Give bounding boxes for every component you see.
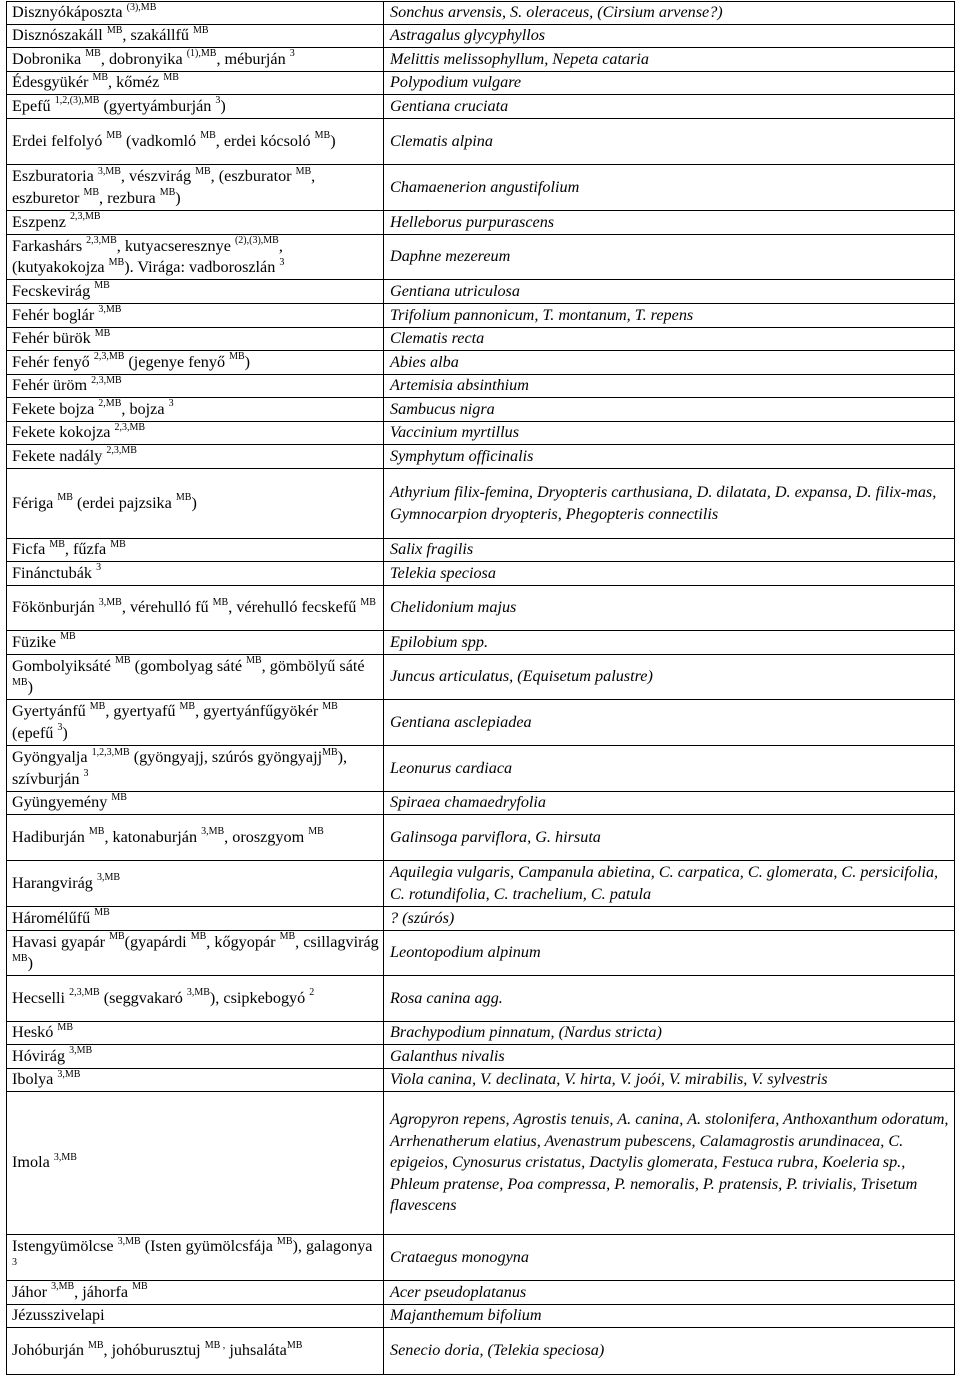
source-marker: MB: [106, 130, 122, 142]
name-text: Disznyókáposzta: [12, 3, 127, 22]
name-text: Istengyümölcse: [12, 1237, 118, 1255]
hungarian-name-cell: [7, 398, 384, 422]
hungarian-name-cell: [7, 631, 384, 655]
name-text: Fehér üröm: [12, 376, 92, 395]
source-marker: 3,MB: [51, 1281, 75, 1293]
scientific-name-cell: Senecio doria, (Telekia speciosa): [384, 1328, 955, 1375]
hungarian-name-cell: [7, 700, 384, 746]
name-text: ), galagonya: [292, 1237, 373, 1255]
source-marker: 3,MB: [117, 1235, 141, 1247]
scientific-name-cell: Trifolium pannonicum, T. montanum, T. repens: [384, 304, 955, 328]
name-text: Eszpenz: [12, 212, 70, 231]
source-marker: 3: [96, 562, 102, 574]
source-marker: MB: [322, 746, 338, 758]
name-text: (jegenye fenyő: [124, 352, 230, 371]
source-marker: 1,2,3,MB: [91, 746, 130, 758]
name-text: , rezbura: [99, 188, 160, 207]
table-row: [7, 1045, 955, 1069]
table-row: [7, 398, 955, 422]
source-marker: MB: [295, 165, 312, 177]
name-text: , méburján: [216, 49, 290, 68]
scientific-name-cell: Athyrium filix-femina, Dryopteris carthusiana, D. dilatata, D. expansa, D. filix-mas, Gymnocarpion dryopteris, Phegopteris connectilis: [384, 469, 955, 539]
source-marker: MB: [88, 826, 105, 838]
name-text: Farkashárs: [12, 236, 87, 255]
scientific-name-cell: Clematis alpina: [384, 119, 955, 165]
source-marker: MB: [94, 327, 111, 339]
name-text: (Isten gyümölcsfája: [140, 1237, 277, 1255]
source-marker: MB: [12, 676, 28, 688]
table-row: [7, 539, 955, 562]
table-row: [7, 1022, 955, 1045]
source-marker: 2,3,MB: [114, 421, 146, 433]
name-text: , csillagvirág: [295, 932, 379, 951]
table-row: [7, 631, 955, 655]
source-marker: 3,MB: [98, 596, 122, 608]
name-text: , fűzfa: [64, 540, 111, 559]
name-text: ): [330, 131, 336, 150]
name-text: Jézusszivelapi: [12, 1306, 105, 1325]
name-text: Fehér fenyő: [12, 352, 94, 371]
hungarian-name-cell: [7, 328, 384, 351]
name-text: Disznószakáll: [12, 26, 107, 45]
scientific-name-cell: Leontopodium alpinum: [384, 931, 955, 976]
source-marker: MB: [229, 351, 245, 363]
scientific-name-cell: Agropyron repens, Agrostis tenuis, A. canina, A. stolonifera, Anthoxanthum odoratum, Arrhenatherum elatius, Avenastrum pubescens, Calamagrostis arundinacea, C. epigeios, Cynosurus cristatus, Dactylis glomerata, Festuca rubra, Koeleria sp., Phleum pratense, Poa compressa, P. nemoralis, P. pratensis, P. trivialis, Trisetum flavescens: [384, 1092, 955, 1235]
table-row: [7, 700, 955, 746]
hungarian-name-cell: [7, 1069, 384, 1092]
source-marker: 3: [12, 1257, 17, 1269]
source-marker: 2,3,MB: [69, 987, 100, 999]
name-text: (gyöngyajj, szúrós gyöngyajj: [129, 748, 323, 766]
source-marker: MB: [89, 700, 106, 712]
table-row: [7, 976, 955, 1022]
scientific-name-cell: Symphytum officinalis: [384, 445, 955, 469]
name-text: Füzike: [12, 632, 61, 651]
hungarian-name-cell: [7, 165, 384, 211]
source-marker: MB: [106, 24, 123, 36]
name-text: , katonaburján: [104, 827, 202, 846]
source-marker: 3: [57, 722, 63, 734]
name-text: (epefű: [12, 723, 58, 742]
hungarian-name-cell: [7, 1045, 384, 1069]
name-text: Édesgyükér: [12, 73, 93, 92]
scientific-name-cell: Juncus articulatus, (Equisetum palustre): [384, 655, 955, 700]
source-marker: MB: [108, 256, 125, 268]
source-marker: MB: [190, 931, 207, 943]
scientific-name-cell: Telekia speciosa: [384, 562, 955, 586]
name-text: , vérehulló fű: [121, 598, 213, 617]
name-text: Dobronika: [12, 49, 86, 68]
hungarian-name-cell: [7, 235, 384, 280]
source-marker: 2,3,MB: [86, 235, 117, 247]
name-text: , bojza: [121, 399, 169, 418]
source-marker: 2,3,MB: [69, 211, 101, 223]
scientific-name-cell: Sambucus nigra: [384, 398, 955, 422]
source-marker: MB: [360, 596, 376, 608]
scientific-name-cell: Sonchus arvensis, S. oleraceus, (Cirsium arvense?): [384, 2, 955, 25]
name-text: Gyertyánfű: [12, 702, 90, 720]
source-marker: MB: [92, 71, 109, 83]
name-text: ), szívburján: [12, 748, 348, 788]
source-marker: MB: [179, 700, 196, 712]
name-text: Gyöngyalja: [12, 748, 92, 766]
table-row: [7, 48, 955, 72]
hungarian-name-cell: [7, 422, 384, 445]
name-text: ): [62, 723, 68, 742]
source-marker: MB: [308, 826, 324, 838]
table-row: [7, 655, 955, 700]
hungarian-name-cell: [7, 539, 384, 562]
name-text: (vadkomló: [121, 131, 201, 150]
name-text: Fehér boglár: [12, 305, 99, 324]
source-marker: (3),MB: [126, 1, 157, 13]
hungarian-name-cell: [7, 976, 384, 1022]
source-marker: MB: [94, 280, 110, 292]
scientific-name-cell: Rosa canina agg.: [384, 976, 955, 1022]
source-marker: 3,MB: [53, 1151, 77, 1163]
plant-names-body: [7, 2, 955, 1375]
source-marker: 2,3,MB: [91, 374, 122, 386]
hungarian-name-cell: [7, 1092, 384, 1235]
source-marker: 3: [279, 256, 285, 268]
name-text: Heskó: [12, 1023, 58, 1042]
name-text: Fériga: [12, 493, 58, 512]
scientific-name-cell: Acer pseudoplatanus: [384, 1281, 955, 1305]
scientific-name-cell: ? (szúrós): [384, 907, 955, 931]
hungarian-name-cell: [7, 351, 384, 375]
name-text: ): [27, 678, 33, 696]
name-text: , dobronyika: [100, 49, 187, 68]
name-text: ). Virága: vadboroszlán: [124, 258, 280, 276]
name-text: juhsaláta: [225, 1341, 287, 1360]
name-text: ): [191, 493, 197, 512]
table-row: [7, 95, 955, 119]
table-row: [7, 1069, 955, 1092]
hungarian-name-cell: [7, 1281, 384, 1305]
source-marker: 2,3,MB: [93, 351, 125, 363]
hungarian-name-cell: [7, 1328, 384, 1375]
table-row: [7, 280, 955, 304]
scientific-name-cell: Spiraea chamaedryfolia: [384, 792, 955, 815]
hungarian-name-cell: [7, 931, 384, 976]
source-marker: (2),(3),MB: [234, 235, 279, 247]
name-text: Eszburatoria: [12, 167, 98, 185]
name-text: Fehér bürök: [12, 329, 95, 348]
name-text: Fökönburján: [12, 598, 99, 617]
table-row: [7, 351, 955, 375]
name-text: , gyertyafű: [105, 702, 180, 720]
source-marker: MB: [109, 931, 125, 943]
name-text: Fekete kokojza: [12, 423, 115, 442]
name-text: , kutyacseresznye: [116, 236, 235, 255]
name-text: ): [175, 188, 181, 207]
source-marker: MB: [246, 655, 262, 667]
name-text: , gömbölyű sáté: [261, 656, 365, 675]
table-row: [7, 211, 955, 235]
name-text: Epefű: [12, 96, 55, 115]
scientific-name-cell: Salix fragilis: [384, 539, 955, 562]
source-marker: MB: [322, 700, 338, 712]
scientific-name-cell: Gentiana asclepiadea: [384, 700, 955, 746]
source-marker: (1),MB: [186, 48, 217, 60]
table-row: [7, 72, 955, 95]
source-marker: MB: [110, 538, 126, 550]
name-text: , johóburusztuj: [103, 1341, 205, 1360]
source-marker: 3: [289, 48, 295, 60]
scientific-name-cell: Aquilegia vulgaris, Campanula abietina, C. carpatica, C. glomerata, C. persicifolia, C. rotundifolia, C. trachelium, C. patula: [384, 861, 955, 907]
name-text: (gyapárdi: [124, 932, 191, 951]
source-marker: MB: [83, 187, 100, 199]
name-text: , kőgyopár: [206, 932, 280, 951]
hungarian-name-cell: [7, 211, 384, 235]
scientific-name-cell: Galinsoga parviflora, G. hirsuta: [384, 815, 955, 861]
source-marker: MB: [57, 1021, 73, 1033]
name-text: , vészvirág: [120, 167, 196, 185]
name-text: Fekete bojza: [12, 399, 99, 418]
source-marker: MB: [200, 130, 216, 142]
source-marker: MB: [94, 907, 110, 919]
scientific-name-cell: Chelidonium majus: [384, 586, 955, 631]
source-marker: 3,MB: [97, 165, 121, 177]
name-text: , eszburetor: [12, 167, 316, 207]
source-marker: MB: [175, 492, 192, 504]
table-row: [7, 815, 955, 861]
table-row: [7, 445, 955, 469]
source-marker: 3,MB: [201, 826, 225, 838]
source-marker: 3: [215, 95, 221, 107]
scientific-name-cell: Gentiana utriculosa: [384, 280, 955, 304]
name-text: ): [244, 352, 251, 371]
hungarian-name-cell: [7, 445, 384, 469]
hungarian-name-cell: [7, 375, 384, 398]
name-text: , erdei kócsoló: [215, 131, 315, 150]
scientific-name-cell: Helleborus purpurascens: [384, 211, 955, 235]
table-row: [7, 792, 955, 815]
scientific-name-cell: Gentiana cruciata: [384, 95, 955, 119]
table-row: [7, 586, 955, 631]
name-text: Finánctubák: [12, 563, 97, 582]
name-text: Hecselli: [12, 988, 70, 1007]
source-marker: 2,MB: [98, 398, 122, 410]
name-text: Fekete nadály: [12, 446, 107, 465]
hungarian-name-cell: [7, 2, 384, 25]
source-marker: MB: [132, 1281, 148, 1293]
name-text: , szakállfű: [122, 26, 193, 45]
name-text: Jáhor: [12, 1282, 52, 1301]
source-marker: MB ,: [204, 1339, 226, 1351]
source-marker: MB: [60, 631, 76, 643]
name-text: Imola: [12, 1153, 54, 1172]
scientific-name-cell: Melittis melissophyllum, Nepeta cataria: [384, 48, 955, 72]
source-marker: MB: [163, 71, 179, 83]
source-marker: 3,MB: [96, 872, 121, 884]
name-text: ): [27, 954, 33, 972]
source-marker: 3: [168, 398, 174, 410]
source-marker: 1,2,(3),MB: [54, 95, 100, 107]
hungarian-name-cell: [7, 562, 384, 586]
name-text: Havasi gyapár: [12, 932, 110, 951]
source-marker: MB: [114, 655, 131, 667]
name-text: Ibolya: [12, 1070, 58, 1089]
scientific-name-cell: Vaccinium myrtillus: [384, 422, 955, 445]
name-text: , kőméz: [108, 73, 164, 92]
hungarian-name-cell: [7, 280, 384, 304]
hungarian-name-cell: [7, 746, 384, 792]
table-row: [7, 119, 955, 165]
table-row: [7, 907, 955, 931]
name-text: Fecskevirág: [12, 281, 95, 300]
name-text: (gombolyag sáté: [130, 656, 247, 675]
table-row: [7, 746, 955, 792]
hungarian-name-cell: [7, 815, 384, 861]
hungarian-name-cell: [7, 25, 384, 48]
table-row: [7, 165, 955, 211]
name-text: , gyertyánfűgyökér: [195, 702, 323, 720]
name-text: ), csipkebogyó: [209, 988, 310, 1007]
table-row: [7, 861, 955, 907]
table-row: [7, 1092, 955, 1235]
hungarian-name-cell: [7, 119, 384, 165]
name-text: Háromélűfű: [12, 908, 95, 927]
hungarian-name-cell: [7, 907, 384, 931]
name-text: Erdei felfolyó: [12, 131, 107, 150]
scientific-name-cell: Chamaenerion angustifolium: [384, 165, 955, 211]
source-marker: MB: [314, 130, 331, 142]
table-row: [7, 1328, 955, 1375]
source-marker: MB: [111, 791, 127, 803]
name-text: ): [220, 96, 226, 115]
hungarian-name-cell: [7, 95, 384, 119]
scientific-name-cell: Brachypodium pinnatum, (Nardus stricta): [384, 1022, 955, 1045]
source-marker: MB: [57, 492, 73, 504]
scientific-name-cell: Daphne mezereum: [384, 235, 955, 280]
scientific-name-cell: Majanthemum bifolium: [384, 1305, 955, 1328]
scientific-name-cell: Astragalus glycyphyllos: [384, 25, 955, 48]
name-text: Hóvirág: [12, 1046, 70, 1065]
scientific-name-cell: Polypodium vulgare: [384, 72, 955, 95]
name-text: , vérehulló fecskefű: [228, 598, 361, 617]
scientific-name-cell: Leonurus cardiaca: [384, 746, 955, 792]
source-marker: MB: [85, 48, 101, 60]
name-text: , (kutyakokojza: [12, 236, 283, 276]
hungarian-name-cell: [7, 655, 384, 700]
scientific-name-cell: Epilobium spp.: [384, 631, 955, 655]
source-marker: MB: [286, 1339, 303, 1351]
hungarian-name-cell: [7, 1305, 384, 1328]
hungarian-name-cell: [7, 792, 384, 815]
source-marker: 2: [309, 987, 315, 999]
table-row: [7, 931, 955, 976]
hungarian-name-cell: [7, 469, 384, 539]
name-text: (erdei pajzsika: [72, 493, 176, 512]
name-text: (seggvakaró: [99, 988, 187, 1007]
source-marker: 2,3,MB: [106, 445, 137, 457]
table-row: [7, 375, 955, 398]
table-row: [7, 1235, 955, 1281]
name-text: Johóburján: [12, 1341, 88, 1360]
source-marker: 3: [83, 768, 89, 780]
scientific-name-cell: Crataegus monogyna: [384, 1235, 955, 1281]
source-marker: MB: [49, 538, 65, 550]
plant-names-table: [6, 1, 955, 1375]
source-marker: 3,MB: [186, 987, 210, 999]
table-row: [7, 562, 955, 586]
hungarian-name-cell: [7, 1235, 384, 1281]
table-row: [7, 1281, 955, 1305]
name-text: Gyüngyemény: [12, 793, 112, 812]
hungarian-name-cell: [7, 304, 384, 328]
table-row: [7, 25, 955, 48]
source-marker: MB: [279, 931, 296, 943]
scientific-name-cell: Galanthus nivalis: [384, 1045, 955, 1069]
scientific-name-cell: Abies alba: [384, 351, 955, 375]
table-row: [7, 235, 955, 280]
table-row: [7, 1305, 955, 1328]
source-marker: MB: [87, 1339, 104, 1351]
source-marker: MB: [212, 596, 229, 608]
table-row: [7, 328, 955, 351]
hungarian-name-cell: [7, 586, 384, 631]
source-marker: 3,MB: [57, 1068, 81, 1080]
name-text: , (eszburator: [210, 167, 296, 185]
name-text: Gombolyiksáté: [12, 656, 115, 675]
name-text: Ficfa: [12, 540, 50, 559]
source-marker: 3,MB: [98, 304, 122, 316]
hungarian-name-cell: [7, 861, 384, 907]
table-row: [7, 422, 955, 445]
hungarian-name-cell: [7, 1022, 384, 1045]
hungarian-name-cell: [7, 72, 384, 95]
source-marker: MB: [195, 165, 211, 177]
name-text: Hadiburján: [12, 827, 89, 846]
name-text: Harangvirág: [12, 873, 97, 892]
source-marker: MB: [193, 24, 209, 36]
source-marker: MB: [276, 1235, 293, 1247]
scientific-name-cell: Clematis recta: [384, 328, 955, 351]
table-row: [7, 2, 955, 25]
scientific-name-cell: Viola canina, V. declinata, V. hirta, V. joói, V. mirabilis, V. sylvestris: [384, 1069, 955, 1092]
table-row: [7, 304, 955, 328]
scientific-name-cell: Artemisia absinthium: [384, 375, 955, 398]
name-text: , jáhorfa: [74, 1282, 133, 1301]
name-text: (gyertyámburján: [99, 96, 216, 115]
hungarian-name-cell: [7, 48, 384, 72]
source-marker: 3,MB: [69, 1045, 93, 1057]
source-marker: MB: [159, 187, 176, 199]
source-marker: MB: [12, 952, 28, 964]
name-text: , oroszgyom: [224, 827, 309, 846]
table-row: [7, 469, 955, 539]
